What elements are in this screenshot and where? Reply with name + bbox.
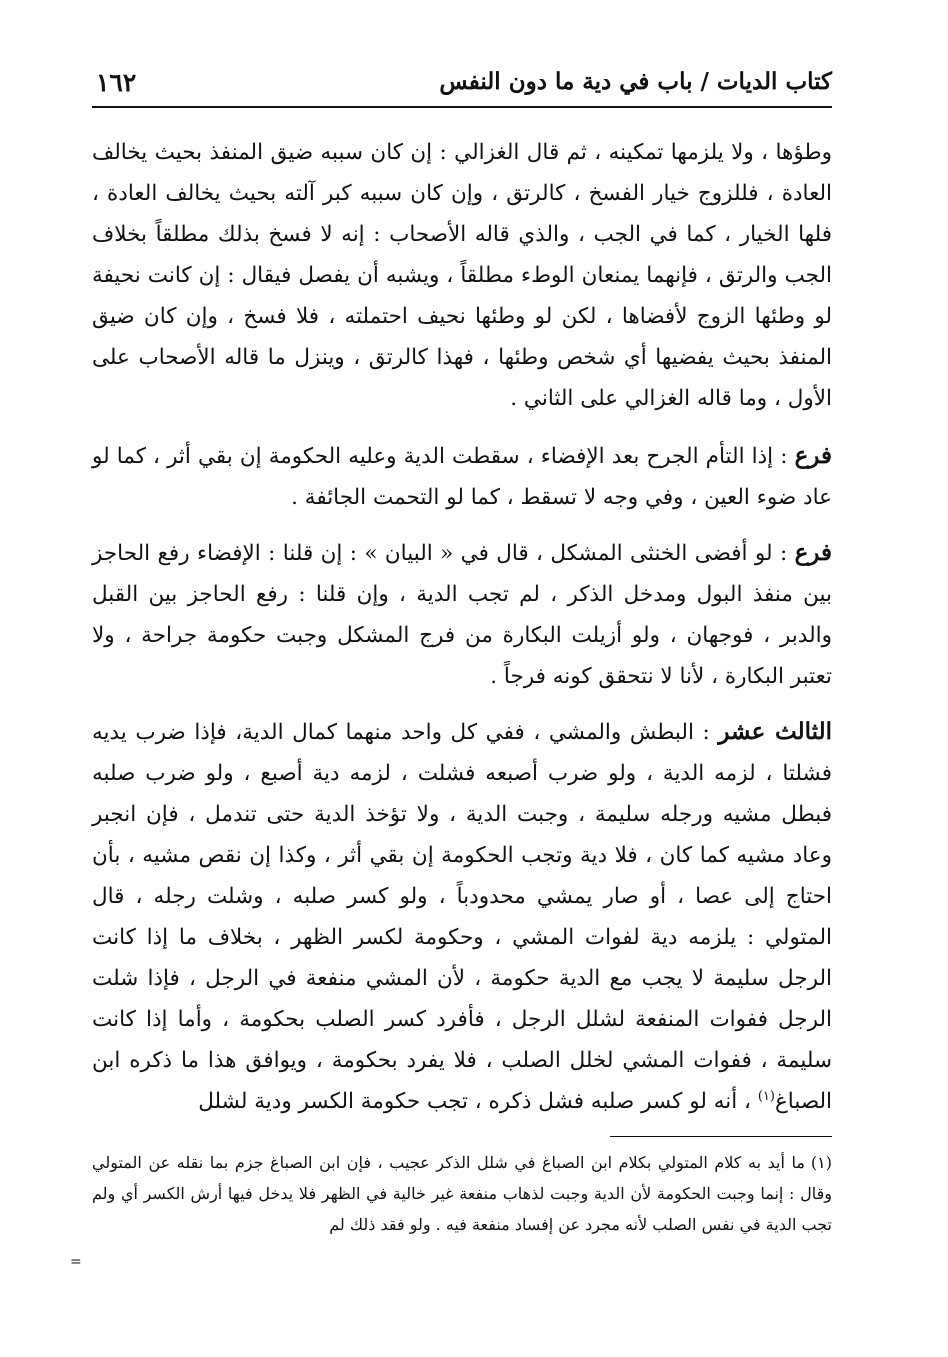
footnote-separator xyxy=(610,1136,832,1137)
footnote-text: ما أيد به كلام المتولي بكلام ابن الصباغ في شلل الذكر عجيب ، فإن ابن الصباغ جزم بما نقله عن المتولي وقال : إنما وجبت الحكومة لأن الدية وجبت لذهاب منفعة غير خالية في الظهر فلا يدخل فيها أرش الكسر أي ولم تجب الدية في نفس الصلب لأنه مجرد عن إفساد منفعة فيه . ولو فقد ذلك لم xyxy=(92,1153,832,1234)
paragraph-far-1 xyxy=(92,435,832,518)
page xyxy=(92,62,832,1240)
paragraph-thirteenth xyxy=(92,711,832,1122)
footnote-reference[interactable]: (١) xyxy=(757,1088,775,1104)
running-header xyxy=(92,62,832,108)
paragraph-text: : لو أفضى الخنثى المشكل ، قال في « البيان » : إن قلنا : الإفضاء رفع الحاجز بين منفذ البول ومدخل الذكر ، لم تجب الدية ، وإن قلنا : رفع الحاجز بين القبل والدبر ، فوجهان ، ولو أزيلت البكارة من فرج المشكل وجبت حكومة جراحة ، ولا تعتبر البكارة ، لأنا لا نتحقق كونه فرجاً . xyxy=(92,541,832,689)
header-title: كتاب الديات / باب في دية ما دون النفس xyxy=(439,68,832,95)
footnote xyxy=(92,1147,832,1240)
paragraph xyxy=(92,132,832,419)
paragraph-lead: فرع xyxy=(794,539,832,566)
paragraph-text-tail: ، أنه لو كسر صلبه فشل ذكره ، تجب حكومة الكسر ودية لشلل xyxy=(198,1089,758,1114)
paragraph-lead: الثالث عشر xyxy=(718,718,832,745)
paragraph-text: : البطش والمشي ، ففي كل واحد منهما كمال الدية، فإذا ضرب يديه فشلتا ، لزمه الدية ، ولو ضرب أصبعه فشلت ، لزمه دية أصبع ، ولو ضرب صلبه فبطل مشيه ورجله سليمة ، وجبت الدية ، ولا تؤخذ الدية حتى تندمل ، فإن انجبر وعاد مشيه كما كان ، فلا دية وتجب الحكومة إن بقي أثر ، وكذا إن نقص مشيه ، بأن احتاج إلى عصا ، أو صار يمشي محدودباً ، ولو كسر صلبه ، وشلت رجله ، قال المتولي : يلزمه دية لفوات المشي ، وحكومة لكسر الظهر ، بخلاف ما إذا كانت الرجل سليمة لا يجب مع الدية حكومة ، لأن المشي منفعة في الرجل ، فإذا شلت الرجل ففوات المنفعة لشلل الرجل ، فأفرد كسر الصلب بحكومة ، وأما إذا كانت سليمة ، ففوات المشي لخلل الصلب ، فلا يفرد بحكومة ، ويوافق هذا ما ذكره ابن الصباغ xyxy=(92,720,832,1114)
page-number: ١٦٢ xyxy=(96,68,137,97)
footnote-marker: (١) xyxy=(810,1153,832,1172)
page-continuation-mark: = xyxy=(70,1254,82,1270)
paragraph-lead: فرع xyxy=(794,442,832,469)
paragraph-text: : إذا التأم الجرح بعد الإفضاء ، سقطت الدية وعليه الحكومة إن بقي أثر ، كما لو عاد ضوء العين ، وفي وجه لا تسقط ، كما لو التحمت الجائفة . xyxy=(92,444,832,510)
main-text xyxy=(92,132,832,1122)
paragraph-text: وطؤها ، ولا يلزمها تمكينه ، ثم قال الغزالي : إن كان سببه ضيق المنفذ بحيث يخالف العادة ، فللزوج خيار الفسخ ، كالرتق ، وإن كان سببه كبر آلته بحيث يخالف العادة ، فلها الخيار ، كما في الجب ، والذي قاله الأصحاب : إنه لا فسخ بذلك مطلقاً بخلاف الجب والرتق ، فإنهما يمنعان الوطء مطلقاً ، ويشبه أن يفصل فيقال : إن كانت نحيفة لو وطئها الزوج لأفضاها ، لكن لو وطئها نحيف احتملته ، فلا فسخ ، وإن كان ضيق المنفذ بحيث يفضيها أي شخص وطئها ، فهذا كالرتق ، وينزل ما قاله الأصحاب على الأول ، وما قاله الغزالي على الثاني . xyxy=(92,140,832,411)
paragraph-far-2 xyxy=(92,532,832,697)
